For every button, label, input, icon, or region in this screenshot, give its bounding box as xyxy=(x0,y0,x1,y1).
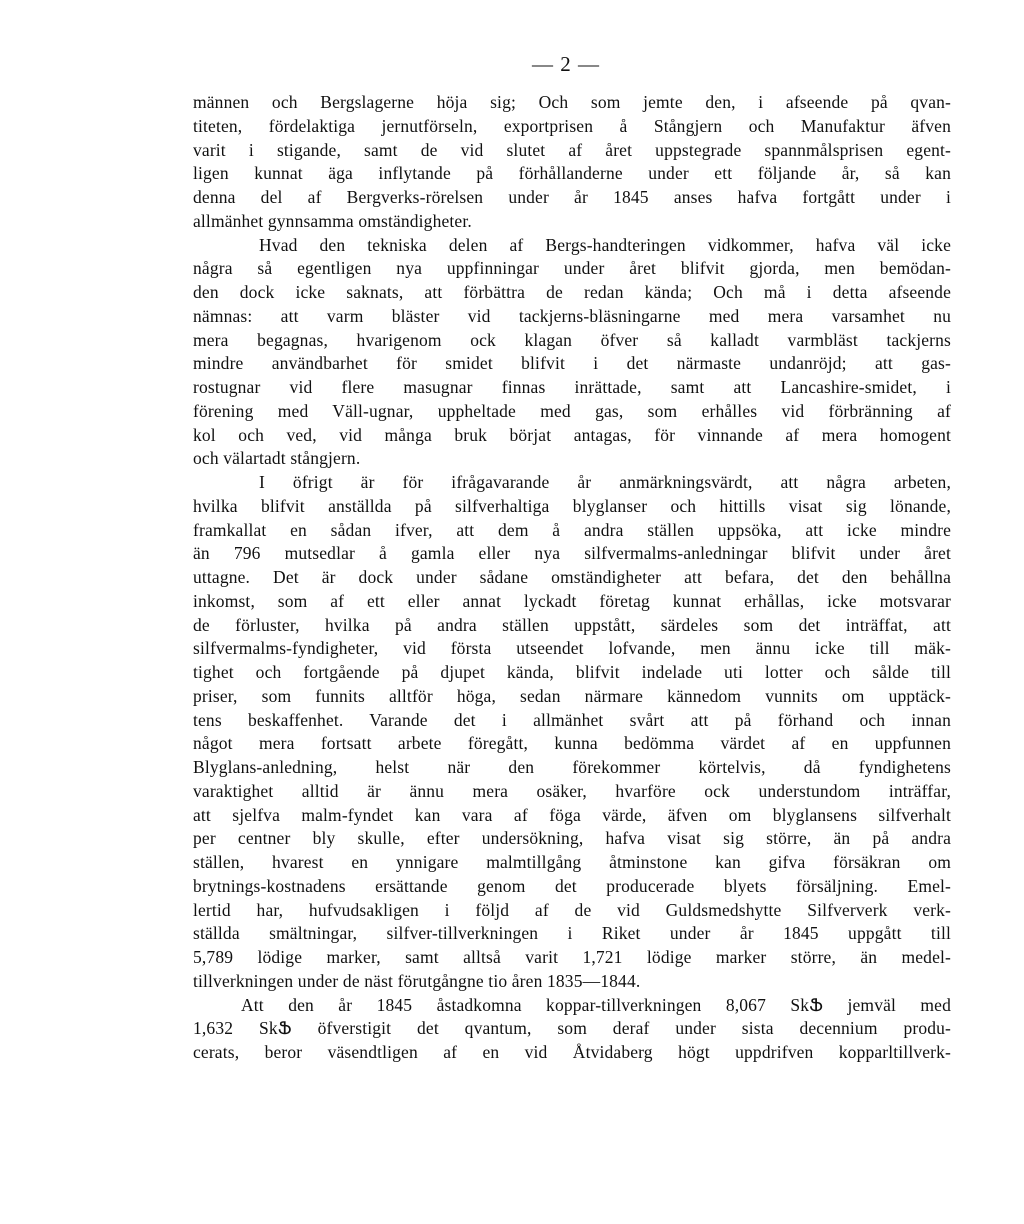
text-line: tens beskaffenhet. Varande det i allmänhet svårt att på förhand och innan xyxy=(193,709,951,730)
text-line: mindre användbarhet för smidet blifvit i det närmaste undanröjd; att gas- xyxy=(193,353,951,374)
text-line: hvilka blifvit anställda på silfverhaltiga blyglanser och hittills visat sig lönande, xyxy=(193,495,951,516)
text-line: nämnas: att varm bläster vid tackjerns-bläsningarne med mera varsamhet nu xyxy=(193,305,951,326)
text-line: och välartadt stångjern. xyxy=(193,448,361,469)
text-line: allmänhet gynnsamma omständigheter. xyxy=(193,210,472,231)
page-number: — 2 — xyxy=(532,52,600,76)
text-line: uttagne. Det är dock under sådane omständigheter att befara, det den behållna xyxy=(193,567,951,587)
text-line: kol och ved, vid många bruk börjat antagas, för vinnande af mera homogent xyxy=(193,424,951,445)
text-line: cerats, beror väsendtligen af en vid Åtvidaberg högt uppdrifven kopparltillverk- xyxy=(193,1042,951,1062)
text-line: männen och Bergslagerne höja sig; Och som jemte den, i afseende på qvan- xyxy=(193,92,951,112)
text-line: ställda smältningar, silfver-tillverkningen i Riket under år 1845 uppgått till xyxy=(193,923,951,944)
text-line: Blyglans-anledning, helst när den förekommer körtelvis, då fyndighetens xyxy=(193,757,951,777)
text-line: tillverkningen under de näst förutgångne tio åren 1835—1844. xyxy=(193,970,641,991)
text-line: silfvermalms-fyndigheter, vid första utseendet lofvande, men ännu icke till mäk- xyxy=(193,638,951,659)
text-line: de förluster, hvilka på andra ställen uppstått, särdeles som det inträffat, att xyxy=(193,614,951,635)
text-line: rostugnar vid flere masugnar finnas inrättade, samt att Lancashire-smidet, i xyxy=(193,377,951,397)
text-line: framkallat en sådan ifver, att dem å andra ställen uppsöka, att icke mindre xyxy=(193,519,951,540)
text-line: 1,632 SkՖ öfverstigit det qvantum, som deraf under sista decennium produ- xyxy=(193,1018,951,1039)
text-line: förening med Väll-ugnar, uppheltade med gas, som erhålles vid förbränning af xyxy=(193,400,951,421)
paragraph-start-line: Hvad den tekniska delen af Bergs-handteringen vidkommer, hafva väl icke xyxy=(259,234,951,255)
text-line: per centner bly skulle, efter undersökning, hafva visat sig större, än på andra xyxy=(193,828,951,849)
text-line: inkomst, som af ett eller annat lyckadt företag kunnat erhållas, icke motsvarar xyxy=(193,590,951,611)
text-line: varit i stigande, samt de vid slutet af året uppstegrade spannmålsprisen egent- xyxy=(193,139,951,160)
text-line: priser, som funnits alltför höga, sedan närmare kännedom vunnits om upptäck- xyxy=(193,685,951,706)
text-line: den dock icke saknats, att förbättra de redan kända; Och må i detta afseende xyxy=(193,282,951,302)
text-line: några så egentligen nya uppfinningar under året blifvit gjorda, men bemödan- xyxy=(193,258,951,279)
text-line: 5,789 lödige marker, samt alltså varit 1,721 lödige marker större, än medel- xyxy=(193,947,951,967)
text-line: tighet och fortgående på djupet kända, blifvit indelade uti lotter och sålde till xyxy=(193,662,951,682)
text-line: denna del af Bergverks-rörelsen under år 1845 anses hafva fortgått under i xyxy=(193,187,951,207)
text-line: något mera fortsatt arbete föregått, kunna bedömma värdet af en uppfunnen xyxy=(193,733,951,754)
text-line: ställen, hvarest en ynnigare malmtillgång åtminstone kan gifva försäkran om xyxy=(193,852,951,872)
paragraph-start-line: I öfrigt är för ifrågavarande år anmärkningsvärdt, att några arbeten, xyxy=(259,472,951,492)
text-line: att sjelfva malm-fyndet kan vara af föga värde, äfven om blyglansens silfverhalt xyxy=(193,804,951,825)
text-line: varaktighet alltid är ännu mera osäker, hvarföre ock understundom inträffar, xyxy=(193,780,951,801)
body-text xyxy=(193,91,951,1065)
text-line: mera begagnas, hvarigenom ock klagan öfver så kalladt varmbläst tackjerns xyxy=(193,329,951,350)
text-line: lertid har, hufvudsakligen i följd af de vid Guldsmedshytte Silfververk verk- xyxy=(193,899,951,920)
text-line: brytnings-kostnadens ersättande genom det producerade blyets försäljning. Emel- xyxy=(193,875,951,896)
paragraph-start-line: Att den år 1845 åstadkomna koppar-tillverkningen 8,067 SkՖ jemväl med xyxy=(241,994,951,1015)
text-line: ligen kunnat äga inflytande på förhållanderne under ett följande år, så kan xyxy=(193,163,951,184)
text-line: titeten, fördelaktiga jernutförseln, exportprisen å Stångjern och Manufaktur äfven xyxy=(193,115,951,136)
text-line: än 796 mutsedlar å gamla eller nya silfvermalms-anledningar blifvit under året xyxy=(193,543,951,564)
